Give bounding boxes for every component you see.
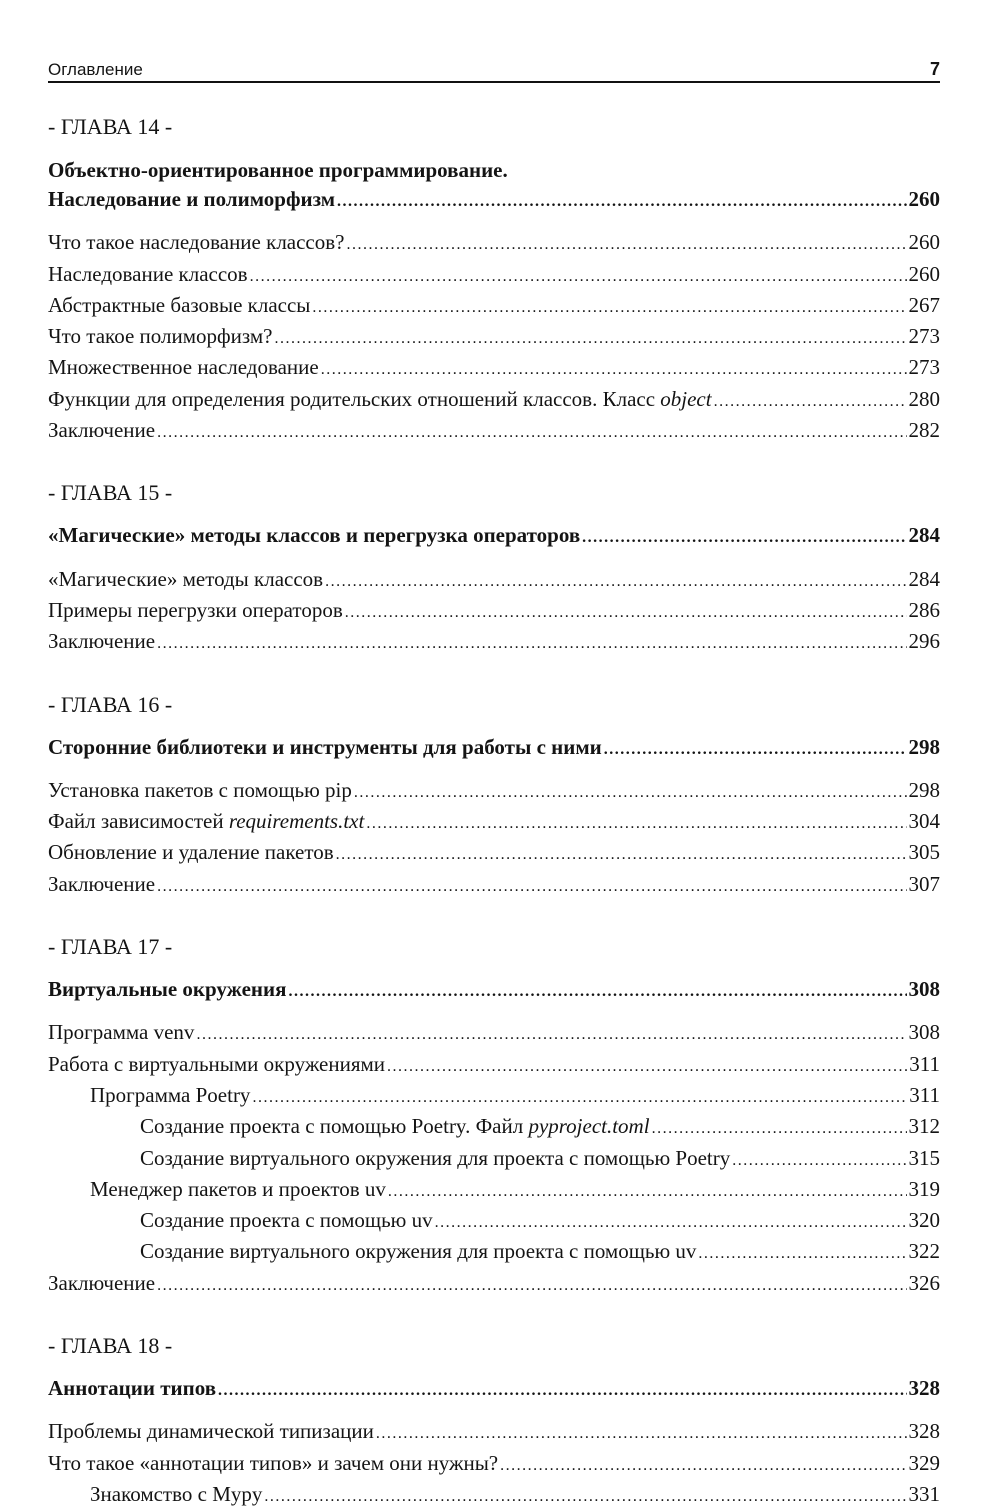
dot-leader (218, 1377, 906, 1405)
toc-entry-title: Абстрактные базовые классы (48, 292, 311, 317)
toc-entry[interactable] (48, 260, 940, 291)
chapter-label: - ГЛАВА 16 - (48, 691, 173, 717)
chapter-section (48, 1332, 940, 1511)
toc-entry-title: Работа с виртуальными окружениями (48, 1051, 386, 1076)
dot-leader (157, 1272, 906, 1300)
chapter-label: - ГЛАВА 14 - (48, 114, 173, 139)
dot-leader (345, 599, 907, 627)
chapter-title-text: «Магические» методы классов и перегрузка операторов (48, 523, 581, 548)
toc-entry-page-number: 331 (908, 1481, 940, 1506)
chapter-title-text: Виртуальные окружения (48, 977, 287, 1002)
toc-entry[interactable] (48, 1018, 940, 1049)
toc-entry-title: Установка пакетов с помощью pip (48, 777, 352, 802)
toc-entry-title: Заключение (48, 1270, 156, 1295)
chapter-section (48, 113, 940, 447)
toc-entries (48, 1018, 940, 1300)
chapter-title-entry[interactable] (48, 185, 940, 216)
dot-leader (698, 1240, 906, 1268)
toc-entry[interactable] (48, 565, 940, 596)
dot-leader (714, 388, 907, 416)
chapter-title[interactable] (48, 1374, 940, 1405)
toc-entry-title: Заключение (48, 418, 156, 443)
chapter-title-text: Наследование и полиморфизм (48, 187, 336, 211)
toc-entry-page-number: 280 (908, 386, 940, 411)
toc-page (48, 56, 940, 1511)
toc-entry-title: Программа venv (48, 1020, 195, 1045)
chapter-section (48, 933, 940, 1300)
dot-leader (347, 231, 907, 259)
chapter-page-number: 308 (908, 977, 940, 1002)
dot-leader (732, 1147, 906, 1175)
toc-entry-title: Файл зависимостей requirements.txt (48, 809, 365, 834)
toc-entry[interactable] (48, 1206, 940, 1237)
toc-entry-page-number: 282 (908, 418, 940, 443)
dot-leader (252, 1084, 907, 1112)
toc-entry-page-number: 322 (908, 1239, 940, 1264)
toc-entry-page-number: 267 (908, 292, 940, 317)
dot-leader (288, 978, 906, 1006)
toc-entries (48, 565, 940, 659)
toc-entry[interactable] (48, 627, 940, 658)
toc-entry-page-number: 307 (908, 871, 940, 896)
toc-entry-title: Что такое полиморфизм? (48, 324, 273, 349)
toc-entry-title: Обновление и удаление пакетов (48, 840, 334, 865)
toc-entry-page-number: 319 (908, 1176, 940, 1201)
dot-leader (157, 873, 906, 901)
toc-entry-page-number: 260 (908, 230, 940, 255)
dot-leader (354, 779, 907, 807)
toc-entry-italic: object (660, 386, 712, 411)
toc-entry-title: Заключение (48, 871, 156, 896)
toc-entry-title: Проблемы динамической типизации (48, 1419, 374, 1444)
toc-entry-page-number: 260 (908, 261, 940, 286)
toc-entry-title: Что такое «аннотации типов» и зачем они нужны? (48, 1450, 499, 1475)
table-of-contents (48, 113, 940, 1511)
chapter-title-entry[interactable] (48, 521, 940, 552)
chapter-label: - ГЛАВА 18 - (48, 1333, 173, 1359)
toc-entry-page-number: 305 (908, 840, 940, 865)
toc-entry-page-number: 284 (908, 566, 940, 591)
chapter-title[interactable] (48, 155, 940, 216)
dot-leader (250, 263, 907, 291)
toc-entry-title: Создание проекта с помощью Poetry. Файл pyproject.toml (140, 1114, 650, 1139)
chapter-section (48, 479, 940, 658)
toc-entry[interactable] (48, 1417, 940, 1448)
dot-leader (264, 1483, 906, 1511)
dot-leader (604, 736, 907, 764)
toc-entry-title: «Магические» методы классов (48, 566, 324, 591)
chapter-title-line: Объектно-ориентированное программирование. (48, 158, 508, 182)
toc-entry[interactable] (48, 1175, 940, 1206)
toc-entry-page-number: 273 (908, 355, 940, 380)
toc-entry-page-number: 315 (908, 1145, 940, 1170)
toc-entry-page-number: 304 (908, 809, 940, 834)
toc-entry-page-number: 311 (909, 1082, 940, 1107)
toc-entry[interactable] (48, 1112, 940, 1143)
toc-entry-page-number: 311 (909, 1051, 940, 1076)
dot-leader (336, 841, 907, 869)
toc-entry-page-number: 286 (908, 597, 940, 622)
toc-entry-title: Примеры перегрузки операторов (48, 597, 343, 622)
toc-entry-title: Множественное наследование (48, 355, 319, 380)
dot-leader (388, 1178, 907, 1206)
chapter-title-text: Сторонние библиотеки и инструменты для работы с ними (48, 734, 602, 759)
toc-entry-page-number: 326 (908, 1270, 940, 1295)
dot-leader (196, 1021, 906, 1049)
toc-entry-page-number: 312 (908, 1114, 940, 1139)
dot-leader (321, 356, 907, 384)
chapter-section (48, 691, 940, 901)
toc-entry[interactable] (48, 322, 940, 353)
chapter-page-number: 298 (908, 734, 940, 759)
toc-entry-title: Функции для определения родительских отношений классов. Класс object (48, 386, 712, 411)
toc-entry[interactable] (48, 838, 940, 869)
toc-entry[interactable] (48, 1449, 940, 1480)
toc-entry-page-number: 328 (908, 1419, 940, 1444)
toc-entry[interactable] (48, 1480, 940, 1511)
running-head-page-number: 7 (929, 59, 940, 79)
toc-entries (48, 228, 940, 447)
chapter-title-entry[interactable] (48, 733, 940, 764)
chapter-title[interactable] (48, 975, 940, 1006)
dot-leader (435, 1209, 907, 1237)
dot-leader (387, 1053, 907, 1081)
toc-entries (48, 776, 940, 901)
chapter-title-text: Аннотации типов (48, 1376, 217, 1401)
toc-entry[interactable] (48, 807, 940, 838)
toc-entry-title: Менеджер пакетов и проектов uv (90, 1176, 386, 1201)
toc-entry-page-number: 298 (908, 777, 940, 802)
toc-entry-title: Создание виртуального окружения для проекта с помощью uv (140, 1239, 697, 1264)
chapter-title-entry[interactable] (48, 1374, 940, 1405)
toc-entry-page-number: 308 (908, 1020, 940, 1045)
toc-entry-italic: pyproject.toml (528, 1114, 650, 1139)
toc-entry[interactable] (48, 353, 940, 384)
toc-entries (48, 1417, 940, 1511)
toc-entry[interactable] (48, 596, 940, 627)
toc-entry[interactable] (48, 416, 940, 447)
running-head (48, 56, 940, 83)
toc-entry[interactable] (48, 1237, 940, 1268)
dot-leader (325, 568, 906, 596)
dot-leader (337, 188, 906, 216)
dot-leader (652, 1115, 907, 1143)
toc-entry[interactable] (48, 1269, 940, 1300)
chapter-label: - ГЛАВА 15 - (48, 480, 173, 506)
toc-entry-title: Создание проекта с помощью uv (140, 1208, 433, 1233)
dot-leader (157, 419, 906, 447)
chapter-title[interactable] (48, 521, 940, 552)
dot-leader (312, 294, 906, 322)
toc-entry-page-number: 273 (908, 324, 940, 349)
toc-entry[interactable] (48, 385, 940, 416)
chapter-page-number: 328 (908, 1376, 940, 1401)
chapter-title-entry[interactable] (48, 975, 940, 1006)
toc-entry-title: Заключение (48, 629, 156, 654)
toc-entry-title: Программа Poetry (90, 1082, 251, 1107)
toc-entry-page-number: 320 (908, 1208, 940, 1233)
chapter-page-number: 260 (908, 187, 940, 211)
toc-entry[interactable] (48, 1144, 940, 1175)
toc-entry[interactable] (48, 1081, 940, 1112)
toc-entry-page-number: 329 (908, 1450, 940, 1475)
toc-entry[interactable] (48, 870, 940, 901)
chapter-title[interactable] (48, 733, 940, 764)
toc-entry-italic: requirements.txt (228, 809, 365, 834)
toc-entry-title: Что такое наследование классов? (48, 230, 345, 255)
dot-leader (157, 630, 906, 658)
toc-entry-title: Создание виртуального окружения для проекта с помощью Poetry (140, 1145, 731, 1170)
running-head-title: Оглавление (48, 60, 143, 79)
toc-entry-title: Наследование классов (48, 261, 248, 286)
toc-entry-title: Знакомство с Mypy (90, 1481, 263, 1506)
toc-entry[interactable] (48, 291, 940, 322)
toc-entry[interactable] (48, 776, 940, 807)
toc-entry-page-number: 296 (908, 629, 940, 654)
toc-entry[interactable] (48, 228, 940, 259)
toc-entry[interactable] (48, 1050, 940, 1081)
chapter-page-number: 284 (908, 523, 940, 548)
dot-leader (366, 810, 906, 838)
chapter-label: - ГЛАВА 17 - (48, 934, 173, 960)
dot-leader (500, 1452, 906, 1480)
dot-leader (274, 325, 906, 353)
dot-leader (376, 1420, 907, 1448)
dot-leader (582, 524, 906, 552)
